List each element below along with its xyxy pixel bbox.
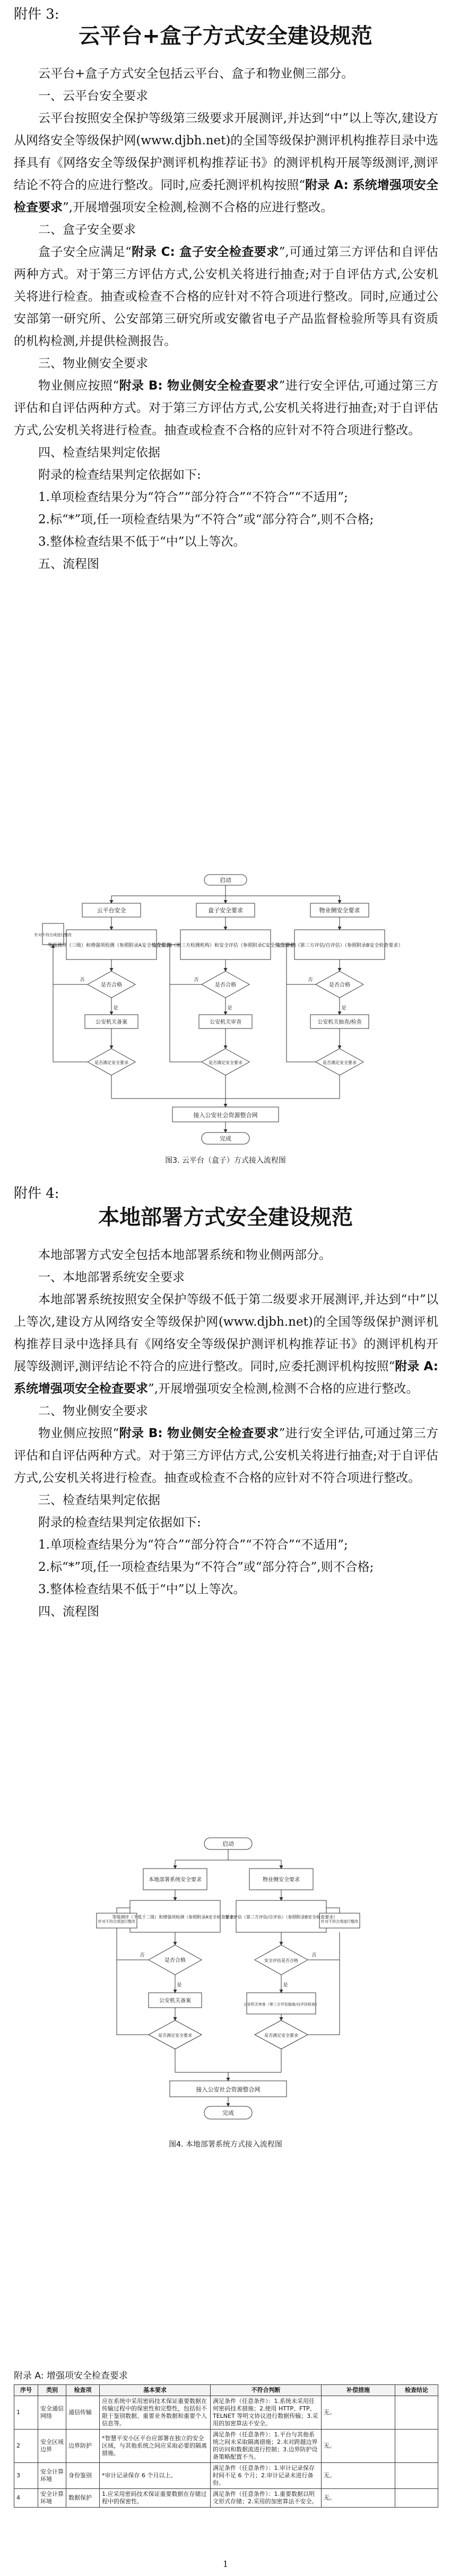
- table-cell: 应在系统中采用密码技术保证重要数据在传输过程中的保密性和完整性，包括但不限于鉴别数据、重要业务数据和重要个人信息等。: [100, 2396, 211, 2430]
- table-row: [14, 2463, 438, 2489]
- table-cell: 3: [14, 2463, 38, 2489]
- flow3-c3-yes: 是: [341, 1006, 346, 1011]
- flow3-c3-no: 否: [308, 978, 313, 983]
- flow3-c2-text: 安全检测（第三方检测机构）和安全评估（参照附录C安全检查要求）: [152, 943, 299, 948]
- appendix-table-title: 附录 A: 增强项安全检查要求: [14, 2371, 128, 2381]
- table-cell: 满足条件（任意条件）：1.重要数据以明文形式存储；2.采用的加密算法不安全。: [211, 2489, 322, 2508]
- flow4-c1-yes: 是: [177, 1983, 182, 1988]
- flow3-c2-yes: 是: [227, 1006, 232, 1011]
- annex-3-caption: 图3. 云平台（盒子）方式接入流程图: [165, 1156, 286, 1165]
- flow4-c2-no: 否: [311, 1953, 317, 1958]
- table-cell: [395, 2463, 438, 2489]
- annex-3-s3-heading: 三、物业侧安全要求: [38, 357, 148, 370]
- flow3-c1-text: 等级测评（三级）和增强项检测（参照附录A安全检查要求）: [47, 943, 176, 948]
- flow4-c1-ok: 是否合格: [164, 1958, 186, 1964]
- annex-3-s2-text: 盒子安全应满足“附录 C: 盒子安全检查要求”,可通过第三方评估和自评估两种方式。对于第三方评估方式,公安机关将进行抽查;对于自评估方式,公安机关将进行检查。抽查或检查不合格的应针对不符合项进行整改。同时,应通过公安部第一研究所、公安部第三研究所或安徽省电子产品监督检验所等具有资质的机构检测,并提供检测报告。: [14, 245, 438, 348]
- flow3-col2: 盒子安全要求: [208, 907, 243, 914]
- table-cell: 身份鉴别: [66, 2463, 100, 2489]
- annex-4-intro: 本地部署方式安全包括本地部署系统和物业侧两部分。: [38, 1248, 331, 1262]
- flow3-c2-ok: 是否合格: [215, 982, 236, 988]
- table-header-cell: 类别: [38, 2385, 66, 2396]
- annex-4-s3-line3: 3.整体检查结果不低于“中”以上等次。: [38, 1583, 246, 1596]
- annex-3-flowchart: [34, 870, 409, 1152]
- table-cell: 无。: [322, 2463, 395, 2489]
- annex-4-s1-text: 本地部署系统按照安全保护等级不低于第二级要求开展测评,并达到“中”以上等次,建设方从网络安全等级保护网(www.djbh.net)的全国等级保护测评机构推荐目录中选择具有《网络安全等级保护测评机构推荐证书》的测评机构开展等级测评,测评结论不符合的应进行整改。同时,应委托测评机构按照“附录 A: 系统增强项安全检查要求”,开展增强项安全检测,检测不合格的应进行整改。: [14, 1293, 438, 1396]
- annex-3-flowchart-svg: [34, 870, 409, 1152]
- annex-3-s4-line3: 3.整体检查结果不低于“中”以上等次。: [38, 535, 246, 549]
- table-header-cell: 补偿措施: [322, 2385, 395, 2396]
- annex-3-s3-text: 物业侧应按照“附录 B: 物业侧安全检查要求”进行安全评估,可通过第三方评估和自评估两种方式。对于第三方评估方式,公安机关将进行抽查;对于自评估方式,公安机关将进行检查。抽查或检查不合格的应针对不符合项进行整改。: [14, 379, 438, 437]
- table-cell: 边界防护: [66, 2430, 100, 2463]
- table-header-cell: 检查结论: [395, 2385, 438, 2396]
- flow3-c1-no: 否: [80, 978, 85, 983]
- annex-3-s1-heading: 一、云平台安全要求: [38, 89, 148, 103]
- flow4-c2-yes: 是: [283, 1983, 288, 1988]
- flow4-fix-right: 针对不符合项进行整改: [321, 1920, 358, 1924]
- annex-3-s5-heading: 五、流程图: [38, 557, 99, 571]
- table-cell: 安全区域边界: [38, 2430, 66, 2463]
- flow3-c3-ok: 是否合格: [329, 982, 350, 988]
- flow3-col1: 云平台安全: [97, 907, 126, 914]
- flow3-c1-yes: 是: [113, 1006, 118, 1011]
- flow3-c3-file-text: 公安机关抽查/检查: [317, 1019, 362, 1025]
- table-header-cell: 不符合判断: [211, 2385, 322, 2396]
- table-cell: [395, 2489, 438, 2508]
- flow4-c1-text: 等级测评（不低于二级）和增强项检测（参照附录A安全检查要求）: [112, 1915, 238, 1920]
- flow4-start: 启动: [222, 1840, 234, 1847]
- table-cell: 1.应采用密码技术保证重要数据在存储过程中的保密性。: [100, 2489, 211, 2508]
- annex-3-s4-line2: 2.标“*”项,任一项检查结果为“不符合”或“部分符合”,则不合格;: [38, 513, 374, 526]
- table-row: [14, 2489, 438, 2508]
- annex-3-body: [14, 63, 438, 575]
- annex-3-intro: 云平台+盒子方式安全包括云平台、盒子和物业侧三部分。: [38, 67, 354, 81]
- table-cell: 满足条件（任意条件）：1.系统未采用任何密码技术措施；2.使用 HTTP、FTP、TELNET 等明文协议进行数据传输；3.采用的加密算法不安全。: [211, 2396, 322, 2430]
- table-header-cell: 序号: [14, 2385, 38, 2396]
- flow4-c2-check-text: 是否满足安全要求: [264, 2033, 298, 2038]
- table-cell: 1: [14, 2396, 38, 2430]
- table-cell: 通信传输: [66, 2396, 100, 2430]
- annex-3-s2-heading: 二、盒子安全要求: [38, 223, 136, 237]
- annex-4-caption: 图4. 本地部署系统方式接入流程图: [169, 2140, 282, 2149]
- table-cell: 无。: [322, 2489, 395, 2508]
- flow3-c1-file-text: 公安机关备案: [96, 1019, 127, 1025]
- annex-4-s2-heading: 二、物业侧安全要求: [38, 1404, 148, 1418]
- flow4-done: 完成: [222, 2110, 234, 2116]
- flow3-c1-ok: 是否合格: [101, 982, 122, 988]
- page-number: 1: [222, 2559, 229, 2569]
- annex-4-flowchart-svg: [96, 1834, 361, 2131]
- annex-3-title: 云平台+盒子方式安全建设规范: [79, 24, 372, 48]
- table-row: [14, 2430, 438, 2463]
- annex-4-s2-text: 物业侧应按照“附录 B: 物业侧安全检查要求”进行安全评估,可通过第三方评估和自评估两种方式。对于第三方评估方式,公安机关将进行抽查;对于自评估方式,公安机关将进行检查。抽查或检查不合格的应针对不符合项进行整改。: [14, 1427, 438, 1485]
- annex-3-label: 附件 3:: [14, 6, 59, 22]
- annex-4-s4-heading: 四、流程图: [38, 1605, 99, 1619]
- table-cell: 2: [14, 2430, 38, 2463]
- table-cell: *智慧平安小区平台应部署在独立的安全区域，与其他系统之间应采取必要的隔离措施。: [100, 2430, 211, 2463]
- table-header-cell: 检查项: [66, 2385, 100, 2396]
- flow3-c3-text: 安全评估（第三方评估/自评估）（参照附录B安全检查要求）: [276, 943, 403, 948]
- flow3-col3: 物业侧安全要求: [319, 907, 360, 914]
- flow4-access: 接入公安社会资源整合网: [196, 2086, 261, 2093]
- table-cell: 安全计算环境: [38, 2489, 66, 2508]
- flow3-access: 接入公安社会资源整合网: [193, 1112, 258, 1119]
- annex-4-body: [14, 1244, 438, 1623]
- annex-4-label: 附件 4:: [14, 1186, 59, 1201]
- table-cell: 安全通信网络: [38, 2396, 66, 2430]
- flow3-c1-check-text: 是否满足安全要求: [94, 1060, 128, 1065]
- annex-3-s1-text: 云平台按照安全保护等级第三级要求开展测评,并达到“中”以上等次,建设方从网络安全等级保护网(www.djbh.net)的全国等级保护测评机构推荐目录中选择具有《网络安全等级保护测评机构推荐证书》的测评机构开展等级测评,测评结论不符合的应进行整改。同时,应委托测评机构按照“附录 A: 系统增强项安全检查要求”,开展增强项安全检测,检测不合格的应进行整改。: [14, 111, 438, 214]
- flow4-c1-file-text: 公安机关备案: [159, 1998, 191, 2004]
- table-cell: 无。: [322, 2396, 395, 2430]
- flow3-done: 完成: [220, 1135, 231, 1142]
- flow4-c1-no: 否: [140, 1953, 145, 1958]
- flow3-start: 启动: [220, 877, 231, 884]
- flow3-c2-file-text: 公安机关审查: [210, 1019, 241, 1025]
- table-cell: [395, 2430, 438, 2463]
- annex-4-s3-line2: 2.标“*”项,任一项检查结果为“不符合”或“部分符合”,则不合格;: [38, 1560, 374, 1574]
- flow3-c2-check-text: 是否满足安全要求: [209, 1060, 242, 1065]
- table-cell: 4: [14, 2489, 38, 2508]
- table-cell: 满足条件（任意条件）：1.审计记录保存时间不足 6 个月；2.审计记录未进行备份。: [211, 2463, 322, 2489]
- appendix-table: [14, 2384, 438, 2508]
- flow4-fix-left: 针对不符合项进行整改: [98, 1920, 135, 1924]
- annex-4-title: 本地部署方式安全建设规范: [98, 1205, 353, 1230]
- flow4-col2: 物业侧安全要求: [263, 1877, 300, 1883]
- annex-4-s1-heading: 一、本地部署系统安全要求: [38, 1270, 185, 1284]
- table-cell: 满足条件（任意条件）：1.平台与其他系统之间未采取隔离措施；2.未对跨越边界的访问和数据流进行控制；3.边界防护设备策略配置不当。: [211, 2430, 322, 2463]
- table-row: [14, 2396, 438, 2430]
- flow4-col1: 本地部署系统安全要求: [149, 1877, 202, 1883]
- annex-4-flowchart: [96, 1834, 361, 2131]
- flow4-c2-file-text: 公安机关审查（第三方评估抽查/自评估检查）: [243, 2002, 319, 2007]
- annex-4-s3-line1: 1.单项检查结果分为“符合”“部分符合”“不符合”“不适用”;: [38, 1538, 348, 1552]
- table-cell: 数据保护: [66, 2489, 100, 2508]
- annex-4-s3-line0: 附录的检查结果判定依据如下:: [38, 1516, 201, 1529]
- annex-4-s3-heading: 三、检查结果判定依据: [38, 1493, 160, 1507]
- annex-3-s4-line1: 1.单项检查结果分为“符合”“部分符合”“不符合”“不适用”;: [38, 490, 348, 504]
- flow4-c2-text: 安全评估（第三方评估/自评估）（参照附录B安全检查要求）: [224, 1915, 338, 1920]
- annex-3-s4-heading: 四、检查结果判定依据: [38, 446, 160, 460]
- flow3-fix: 针对不符合项进行整改: [34, 933, 72, 937]
- table-cell: [395, 2396, 438, 2430]
- flow3-c3-check-text: 是否满足安全要求: [323, 1060, 357, 1065]
- flow3-c2-no: 否: [194, 978, 199, 983]
- table-cell: *审计记录保存 6 个月以上。: [100, 2463, 211, 2489]
- table-cell: 安全计算环境: [38, 2463, 66, 2489]
- annex-3-s4-line0: 附录的检查结果判定依据如下:: [38, 468, 201, 482]
- table-header-cell: 基本要求: [100, 2385, 211, 2396]
- table-cell: 无。: [322, 2430, 395, 2463]
- table-header-row: [14, 2385, 438, 2396]
- flow4-c2-ok: 安全评估是否合格: [264, 1958, 298, 1963]
- flow4-c1-check-text: 是否满足安全要求: [158, 2033, 192, 2038]
